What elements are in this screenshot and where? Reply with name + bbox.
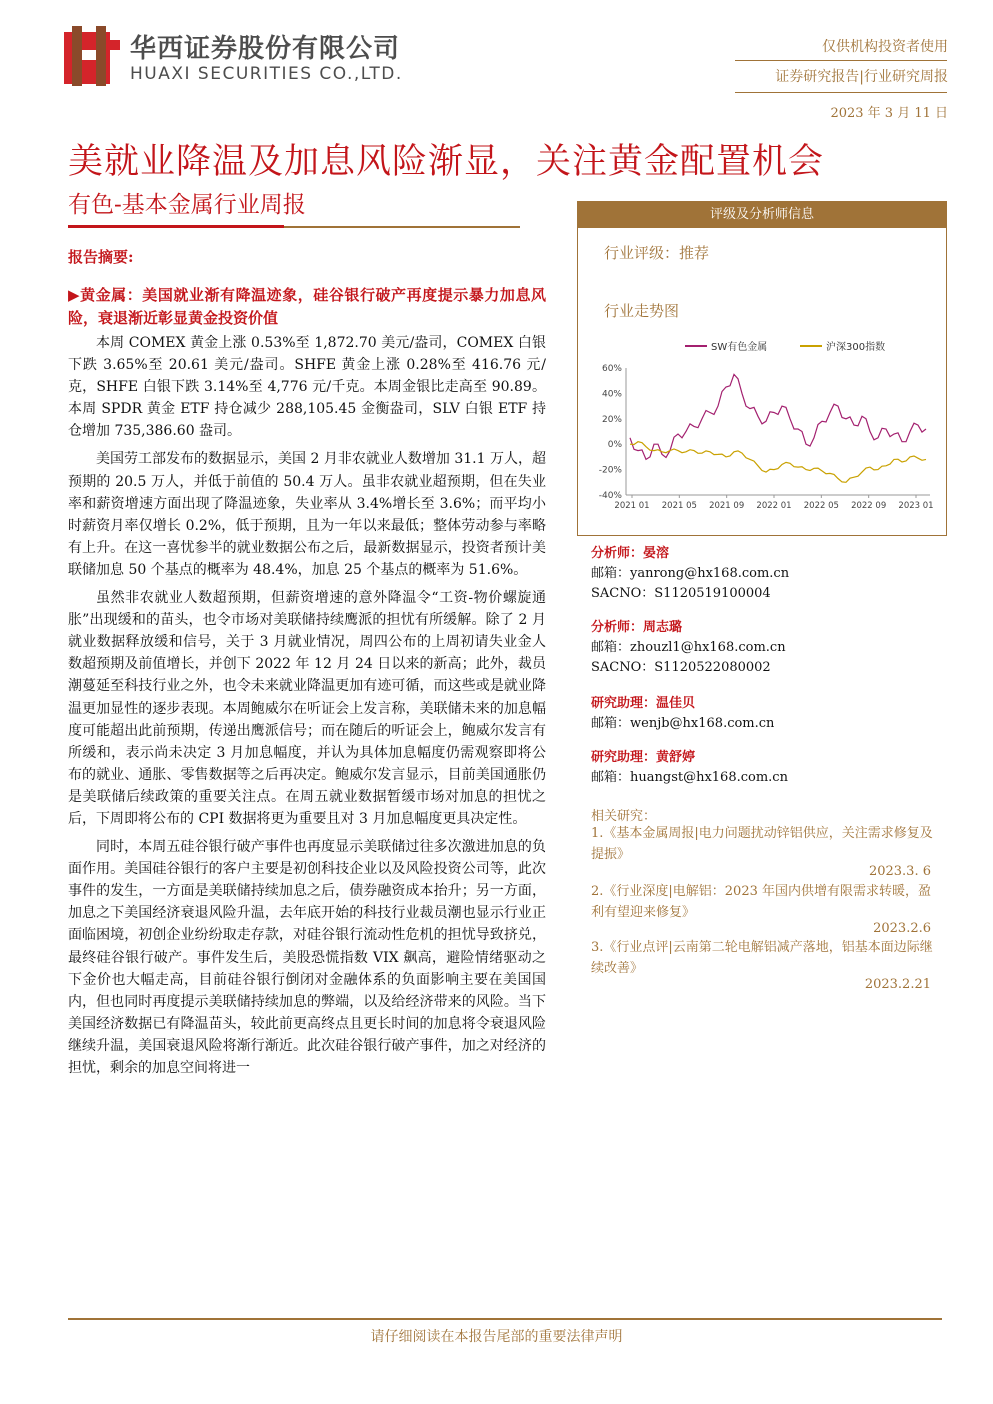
analyst-email: 邮箱：huangst@hx168.com.cn [591,770,788,785]
title-underline [284,226,520,228]
related-research-item: 3.《行业点评|云南第二轮电解铝减产落地，铝基本面边际继续改善》 [591,940,933,976]
industry-rating: 行业评级：推荐 [604,244,710,262]
abstract-section [68,246,546,1079]
analyst-name: 黄舒婷 [656,750,696,765]
series-line [630,442,926,483]
legal-notice: 请仔细阅读在本报告尾部的重要法律声明 [370,1329,623,1345]
y-tick-label: -20% [598,465,622,476]
report-date: 2023 年 3 月 11 日 [830,106,948,121]
x-tick-label: 2022 01 [756,501,792,511]
abstract-label: 报告摘要: [68,248,134,266]
related-research-item: 2.《行业深度|电解铝：2023 年国内供增有限需求转暖，盈利有望迎来修复》 [591,884,931,920]
analyst-email: 邮箱：zhouzl1@hx168.com.cn [591,640,786,655]
x-tick-label: 2022 05 [803,501,839,511]
related-research-item: 1.《基本金属周报|电力问题扰动锌铝供应，关注需求修复及提振》 [591,826,933,862]
abstract-paragraph: 美国劳工部发布的数据显示，美国 2 月非农就业人数增加 31.1 万人，超预期的 20.5 万人，并低于前值的 50.4 万人。虽非农就业超预期，但在失业率和薪资增速方面出现了降温迹象，失业率从 3.4%增长至 3.6%；而平均小时薪资月率仅增长 0.2%，低于预期，且为一年以来最低；整体劳动参与率略有上升。在这一喜忧参半的就业数据公布之后，最新数据显示，投资者预计美联储加息 50 个基点的概率为 48.4%，加息 25 个基点的概率为 51.6%。 [68,451,546,578]
header-divider [735,92,947,93]
related-research-date: 2023.2.21 [864,977,931,992]
analyst-name: 晏溶 [643,546,670,561]
header-divider [735,60,947,61]
analyst-email: 邮箱：yanrong@hx168.com.cn [591,566,790,581]
title-underline [68,225,284,228]
analyst-email: 邮箱：wenjb@hx168.com.cn [591,716,775,731]
abstract-paragraph: 同时，本周五硅谷银行破产事件也再度显示美联储过往多次激进加息的负面作用。美国硅谷银行的客户主要是初创科技企业以及风险投资公司等，此次事件的发生，一方面是美联储持续加息之后，债券融资成本抬升；另一方面，加息之下美国经济衰退风险升温，去年底开始的科技行业裁员潮也显示行业正面临困境，初创企业纷纷取走存款，对硅谷银行流动性危机的担忧导致挤兑，最终硅谷银行破产。事件发生后，美股恐慌指数 VIX 飙高，避险情绪驱动之下金价也大幅走高，目前硅谷银行倒闭对金融体系的负面影响主要在美国国内，但也同时再度提示美联储持续加息的弊端，以及给经济带来的风险。当下美国经济数据已有降温苗头，较此前更高终点且更长时间的加息将令衰退风险继续升温，美国衰退风险将渐行渐近。此次硅谷银行破产事件，加之对经济的担忧，剩余的加息空间将进一 [68,839,546,1076]
audience-note: 仅供机构投资者使用 [822,39,948,55]
analyst-block [591,748,788,788]
abstract-paragraph: 虽然非农就业人数超预期，但薪资增速的意外降温令“工资-物价螺旋通胀”出现缓和的苗头，也令市场对美联储持续鹰派的担忧有所缓解。除了 2 月就业数据释放缓和信号，关于 3 月就业情况，周四公布的上周初请失业金人数超预期及前值增长，并创下 2022 年 12 月 24 日以来的新高；此外，裁员潮蔓延至科技行业之外，也令未来就业降温更加有迹可循，而这些或是就业降温更加显性的逐步表现。本周鲍威尔在听证会上发言称，美联储未来的加息幅度可能超出此前预期，传递出鹰派信号；而在随后的听证会上，鲍威尔发言有所缓和，表示尚未决定 3 月加息幅度，并认为具体加息幅度仍需观察即将公布的就业、通胀、零售数据等之后再决定。鲍威尔发言显示，目前美国通胀仍是美联储后续政策的重要关注点。在周五就业数据暂缓市场对加息的担忧之后，下周即将公布的 CPI 数据将更为重要且对 3 月加息幅度更具决定性。 [68,590,546,827]
section-heading: ▶黄金属：美国就业渐有降温迹象，硅谷银行破产再度提示暴力加息风险，衰退渐近彰显黄金投资价值 [68,286,546,327]
x-tick-label: 2021 05 [661,501,697,511]
analyst-role: 分析师： [591,620,644,635]
y-tick-label: 20% [601,414,622,425]
industry-trend-chart [590,330,940,525]
y-tick-label: 40% [601,389,622,400]
analyst-block [591,694,774,734]
x-tick-label: 2021 09 [709,501,745,511]
footer-divider [68,1318,942,1320]
analyst-role: 研究助理： [591,696,657,711]
huaxi-logo [64,26,120,86]
y-tick-label: 0% [607,440,622,451]
analyst-name: 温佳贝 [656,696,696,711]
analyst-block [591,618,786,678]
rating-box-header: 评级及分析师信息 [577,201,947,228]
report-type: 证券研究报告|行业研究周报 [775,69,948,85]
abstract-paragraph: 本周 COMEX 黄金上涨 0.53%至 1,872.70 美元/盎司，COMEX 白银下跌 3.65%至 20.61 美元/盎司。SHFE 黄金上涨 0.28%至 416.76 元/克，SHFE 白银下跌 3.14%至 4,776 元/千克。本周金银比走高至 90.89。本周 SPDR 黄金 ETF 持仓减少 288,105.45 金衡盎司，SLV 白银 ETF 持仓增加 735,386.60 盎司。 [68,335,546,440]
analyst-sacno: SACNO：S1120522080002 [591,660,771,675]
company-name-cn: 华西证券股份有限公司 [130,34,401,64]
related-research-date: 2023.3. 6 [868,864,931,879]
y-tick-label: 60% [601,364,622,374]
series-line [630,374,926,459]
x-tick-label: 2022 09 [851,501,887,511]
legend-label: SW有色金属 [711,342,768,353]
analyst-role: 研究助理： [591,750,657,765]
analyst-role: 分析师： [591,546,644,561]
y-tick-label: -40% [598,491,622,501]
legend-label: 沪深300指数 [826,342,886,353]
company-name-en: HUAXI SECURITIES CO.,LTD. [130,64,403,84]
analyst-sacno: SACNO：S1120519100004 [591,586,771,601]
x-tick-label: 2023 01 [898,501,934,511]
related-research-title: 相关研究： [591,809,657,824]
trend-chart-label: 行业走势图 [604,302,680,320]
report-subtitle: 有色-基本金属行业周报 [68,192,306,218]
report-title: 美就业降温及加息风险渐显，关注黄金配置机会 [68,142,825,182]
x-tick-label: 2021 01 [614,501,650,511]
related-research-date: 2023.2.6 [873,921,931,936]
analyst-name: 周志璐 [643,620,683,635]
analyst-block [591,544,789,604]
